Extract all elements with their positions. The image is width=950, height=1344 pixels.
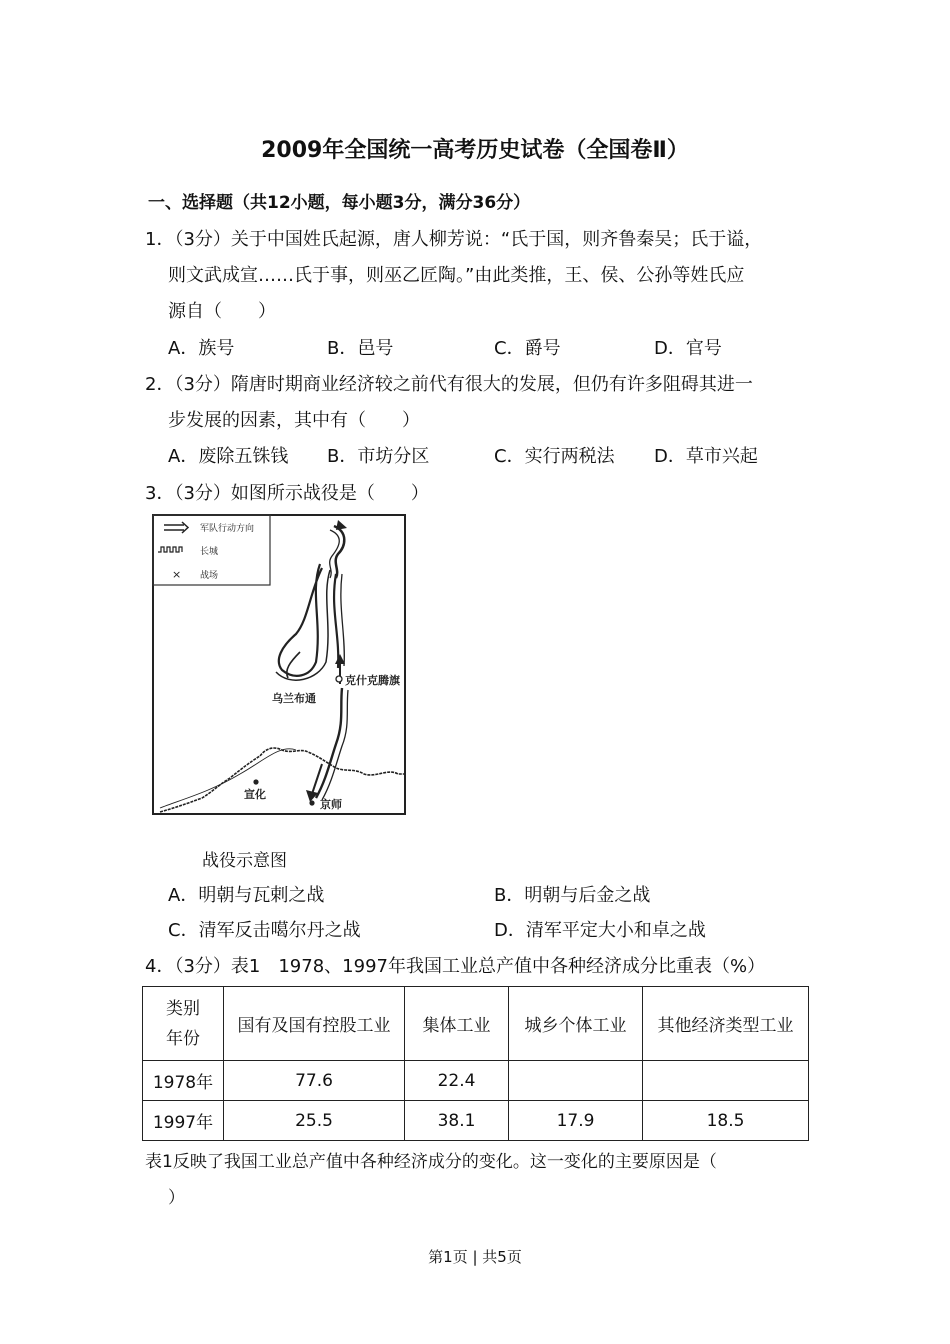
question-3-option-d: D．清军平定大小和卓之战 <box>494 920 706 941</box>
legend-battlefield: 战场 <box>200 571 219 581</box>
question-2-option-a: A．废除五铢钱 <box>168 446 289 467</box>
question-2-option-b: B．市坊分区 <box>327 446 430 467</box>
question-1-option-b: B．邑号 <box>327 338 394 359</box>
question-3-line-1: 3．（3分）如图所示战役是（ ） <box>145 483 429 504</box>
legend-army-direction: 军队行动方向 <box>200 524 255 534</box>
cell-value: 18.5 <box>643 1101 809 1141</box>
cell-value: 17.9 <box>509 1101 643 1141</box>
table-row <box>143 1061 809 1101</box>
question-2-line-1: 2．（3分）隋唐时期商业经济较之前代有很大的发展，但仍有许多阻碍其进一 <box>145 374 753 395</box>
question-3-option-a: A．明朝与瓦剌之战 <box>168 885 325 906</box>
question-1-line-3: 源自（ ） <box>168 301 276 322</box>
corner-category-label: 类别 <box>166 998 200 1019</box>
header-other: 其他经济类型工业 <box>643 987 809 1061</box>
legend-great-wall: 长城 <box>200 547 219 557</box>
row-year: 1978年 <box>143 1061 224 1101</box>
question-4-note-line-2: ） <box>168 1188 185 1208</box>
page-footer: 第1页 | 共5页 <box>428 1248 522 1266</box>
question-4-note-line-1: 表1反映了我国工业总产值中各种经济成分的变化。这一变化的主要原因是（ <box>145 1152 717 1172</box>
row-year: 1997年 <box>143 1101 224 1141</box>
question-2-option-c: C．实行两税法 <box>494 446 615 467</box>
place-wulanbutong: 乌兰布通 <box>272 692 316 705</box>
battle-map <box>150 512 408 818</box>
question-4-line-1: 4．（3分）表1 1978、1997年我国工业总产值中各种经济成分比重表（%） <box>145 956 766 977</box>
question-1-option-a: A．族号 <box>168 338 235 359</box>
header-state-owned: 国有及国有控股工业 <box>224 987 405 1061</box>
table-corner-cell <box>143 987 224 1061</box>
cell-value: 38.1 <box>405 1101 509 1141</box>
marker-xuanhua <box>253 779 258 784</box>
marker-jingshi <box>309 800 314 805</box>
cell-value: 22.4 <box>405 1061 509 1101</box>
place-keshiketengqi: 克什克腾旗 <box>345 674 400 687</box>
table-header-row <box>143 987 809 1061</box>
question-1-option-c: C．爵号 <box>494 338 561 359</box>
question-2-line-2: 步发展的因素，其中有（ ） <box>168 410 420 431</box>
header-collective: 集体工业 <box>405 987 509 1061</box>
cell-value: 77.6 <box>224 1061 405 1101</box>
map-caption: 战役示意图 <box>202 851 287 871</box>
cell-value <box>509 1061 643 1101</box>
section-heading: 一、选择题（共12小题，每小题3分，满分36分） <box>148 193 531 213</box>
question-1-line-1: 1．（3分）关于中国姓氏起源，唐人柳芳说：“氏于国，则齐鲁秦吴；氏于谥， <box>145 229 763 250</box>
table-row <box>143 1101 809 1141</box>
header-individual: 城乡个体工业 <box>509 987 643 1061</box>
question-3-option-c: C．清军反击噶尔丹之战 <box>168 920 361 941</box>
question-1-option-d: D．官号 <box>654 338 722 359</box>
question-2-option-d: D．草市兴起 <box>654 446 758 467</box>
place-xuanhua: 宣化 <box>244 788 266 801</box>
question-3-option-b: B．明朝与后金之战 <box>494 885 651 906</box>
question-1-line-2: 则文武成宣……氏于事，则巫乙匠陶。”由此类推，王、侯、公孙等姓氏应 <box>168 265 745 286</box>
marker-keshiketengqi <box>336 676 342 682</box>
cell-value <box>643 1061 809 1101</box>
corner-year-label: 年份 <box>166 1028 200 1049</box>
economy-share-table <box>142 986 809 1141</box>
place-jingshi: 京师 <box>320 798 342 811</box>
page-title: 2009年全国统一高考历史试卷（全国卷Ⅱ） <box>261 138 689 163</box>
legend-battlefield-icon: × <box>172 568 182 581</box>
cell-value: 25.5 <box>224 1101 405 1141</box>
